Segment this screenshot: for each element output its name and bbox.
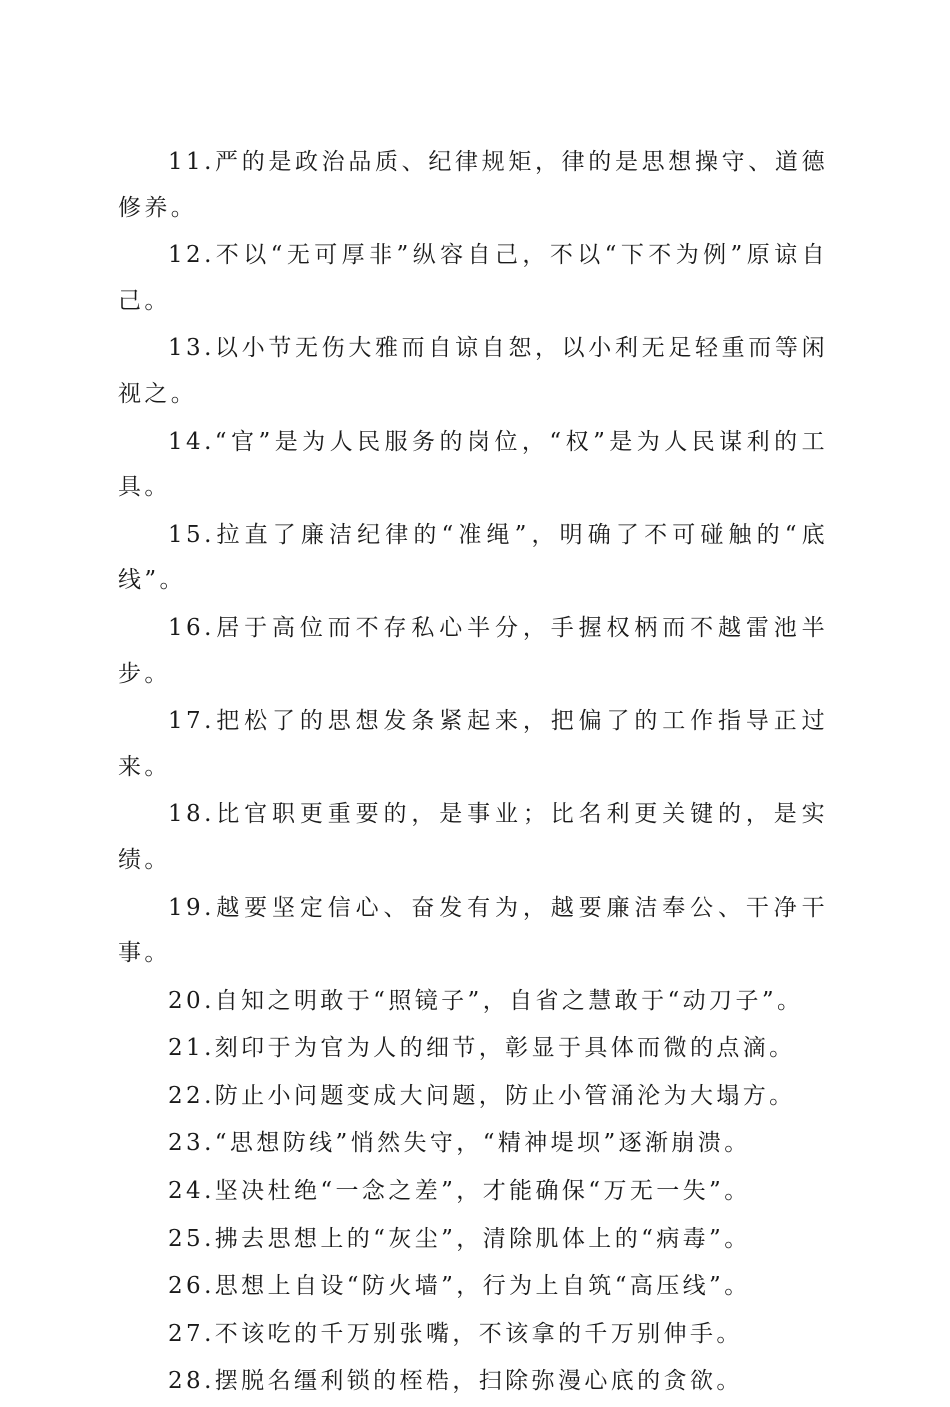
- list-item-11: 11.严的是政治品质、纪律规矩，律的是思想操守、道德修养。: [118, 149, 828, 221]
- list-item-19: 19.越要坚定信心、奋发有为，越要廉洁奉公、干净干事。: [118, 894, 828, 967]
- list-item-28: 28.摆脱名缰利锁的桎梏，扫除弥漫心底的贪欲。: [168, 1368, 743, 1395]
- list-item-21: 21.刻印于为官为人的细节，彰显于具体而微的点滴。: [168, 1035, 796, 1062]
- list-item-26: 26.思想上自设“防火墙”，行为上自筑“高压线”。: [168, 1273, 751, 1300]
- list-item-16: 16.居于高位而不存私心半分，手握权柄而不越雷池半步。: [118, 614, 828, 687]
- list-item-23: 23.“思想防线”悄然失守，“精神堤坝”逐渐崩溃。: [168, 1130, 751, 1157]
- list-item-15: 15.拉直了廉洁纪律的“准绳”，明确了不可碰触的“底线”。: [118, 521, 828, 594]
- list-item-17: 17.把松了的思想发条紧起来，把偏了的工作指导正过来。: [118, 708, 828, 780]
- list-item-27: 27.不该吃的千万别张嘴，不该拿的千万别伸手。: [168, 1320, 743, 1347]
- list-item-24: 24.坚决杜绝“一念之差”，才能确保“万无一失”。: [168, 1178, 751, 1205]
- list-item-14: 14.“官”是为人民服务的岗位，“权”是为人民谋利的工具。: [118, 428, 828, 501]
- document-body: [118, 140, 828, 1407]
- list-item-22: 22.防止小问题变成大问题，防止小管涌沦为大塌方。: [168, 1082, 796, 1109]
- list-item-20: 20.自知之明敢于“照镜子”，自省之慧敢于“动刀子”。: [168, 987, 804, 1014]
- list-item-13: 13.以小节无伤大雅而自谅自恕，以小利无足轻重而等闲视之。: [118, 335, 828, 407]
- list-item-12: 12.不以“无可厚非”纵容自己，不以“下不为例”原谅自己。: [118, 242, 828, 314]
- list-item-25: 25.拂去思想上的“灰尘”，清除肌体上的“病毒”。: [168, 1225, 751, 1252]
- list-item-18: 18.比官职更重要的，是事业；比名利更关键的，是实绩。: [118, 801, 828, 873]
